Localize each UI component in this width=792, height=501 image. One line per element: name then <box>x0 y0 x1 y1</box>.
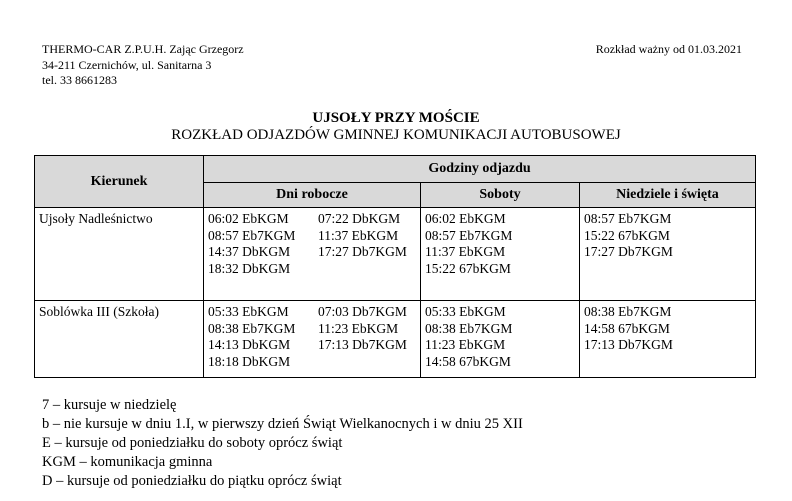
sundays-cell <box>580 208 756 301</box>
workdays-cell <box>204 208 421 301</box>
departure-time: 18:32 DbKGM <box>208 260 291 276</box>
departure-time: 15:22 67bKGM <box>425 260 511 276</box>
page-subtitle: ROZKŁAD ODJAZDÓW GMINNEJ KOMUNIKACJI AUTOBUSOWEJ <box>171 127 621 143</box>
departure-time: 17:27 Db7KGM <box>318 244 407 259</box>
legend-item: 7 – kursuje w niedzielę <box>42 397 177 413</box>
workdays-cell <box>204 301 421 378</box>
departure-time: 17:13 Db7KGM <box>584 337 673 352</box>
departure-time: 08:57 Eb7KGM <box>584 211 672 226</box>
direction-cell: Ujsoły Nadleśnictwo <box>35 208 204 301</box>
legend-item: KGM – komunikacja gminna <box>42 454 213 470</box>
departure-time: 07:22 DbKGM <box>318 211 401 226</box>
departure-time: 11:23 EbKGM <box>318 320 399 336</box>
departure-time: 17:27 Db7KGM <box>584 244 673 259</box>
table-row <box>35 208 756 301</box>
departure-time: 08:38 Eb7KGM <box>425 320 513 336</box>
legend-item: D – kursuje od poniedziałku do piątku oprócz świąt <box>42 473 342 489</box>
header-workdays: Dni robocze <box>204 183 421 208</box>
legend <box>42 396 523 491</box>
departure-time: 06:02 EbKGM <box>425 211 506 226</box>
sundays-cell <box>580 301 756 378</box>
departure-time: 14:58 67bKGM <box>584 320 670 336</box>
saturdays-cell <box>421 208 580 301</box>
header-hours: Godziny odjazdu <box>204 156 756 183</box>
saturdays-cell <box>421 301 580 378</box>
departure-time: 11:37 EbKGM <box>318 227 399 243</box>
legend-item: b – nie kursuje w dniu 1.I, w pierwszy dzień Świąt Wielkanocnych i w dniu 25 XII <box>42 416 523 432</box>
departure-time: 08:38 Eb7KGM <box>208 320 296 336</box>
page-title: UJSOŁY PRZY MOŚCIE <box>312 110 480 126</box>
departure-time: 05:33 EbKGM <box>208 304 289 319</box>
company-phone: tel. 33 8661283 <box>42 73 117 87</box>
header-direction: Kierunek <box>35 156 204 208</box>
company-address: 34-211 Czernichów, ul. Sanitarna 3 <box>42 57 212 72</box>
company-info <box>42 42 244 89</box>
departure-time: 08:57 Eb7KGM <box>208 227 296 243</box>
header-sundays: Niedziele i święta <box>580 183 756 208</box>
company-name: THERMO-CAR Z.P.U.H. Zając Grzegorz <box>42 42 244 56</box>
departure-time: 08:38 Eb7KGM <box>584 304 672 319</box>
direction-cell: Soblówka III (Szkoła) <box>35 301 204 378</box>
schedule-table <box>34 155 756 378</box>
departure-time: 14:37 DbKGM <box>208 244 291 259</box>
departure-time: 17:13 Db7KGM <box>318 337 407 352</box>
departure-time: 14:13 DbKGM <box>208 337 291 352</box>
departure-time: 08:57 Eb7KGM <box>425 227 513 243</box>
departure-time: 18:18 DbKGM <box>208 353 291 369</box>
departure-time: 06:02 EbKGM <box>208 211 289 226</box>
departure-time: 11:37 EbKGM <box>425 244 506 259</box>
header-saturdays: Soboty <box>421 183 580 208</box>
departure-time: 15:22 67bKGM <box>584 227 670 243</box>
legend-item: E – kursuje od poniedziałku do soboty oprócz świąt <box>42 435 343 451</box>
departure-time: 05:33 EbKGM <box>425 304 506 319</box>
departure-time: 07:03 Db7KGM <box>318 304 407 319</box>
departure-time: 11:23 EbKGM <box>425 337 506 352</box>
header-row-1 <box>35 156 756 183</box>
departure-time: 14:58 67bKGM <box>425 353 511 369</box>
validity-date: Rozkład ważny od 01.03.2021 <box>595 42 742 56</box>
table-row <box>35 301 756 378</box>
